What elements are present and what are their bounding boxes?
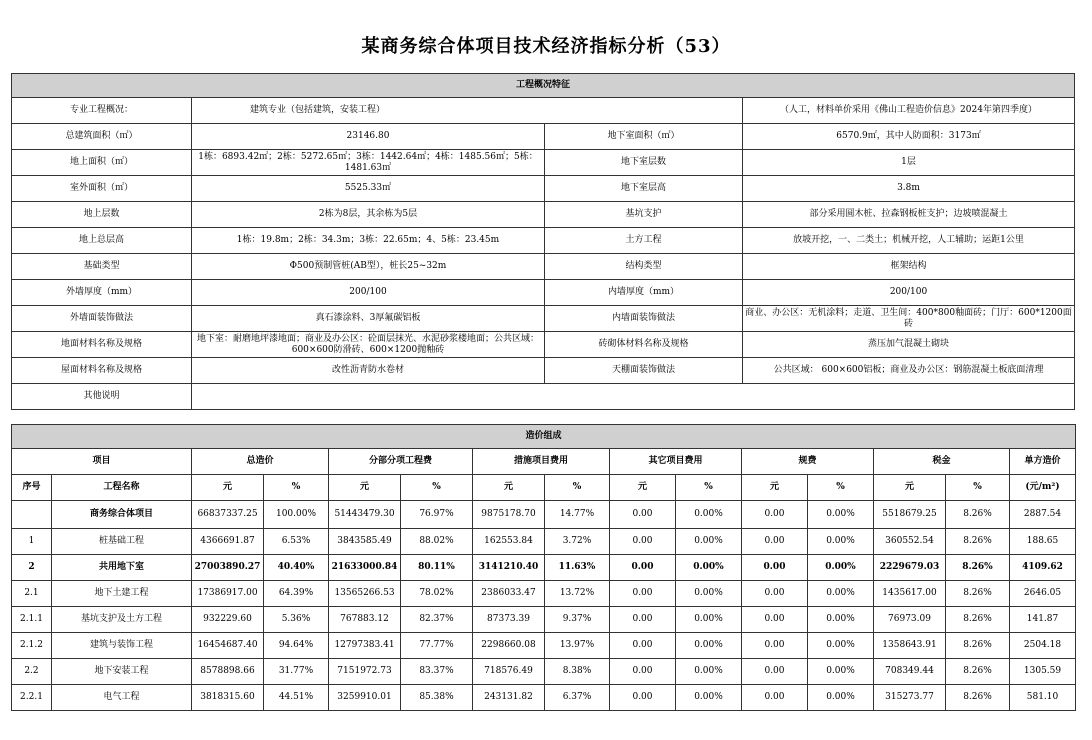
cell-sub-pct: 88.02% bbox=[401, 529, 473, 555]
overview-row bbox=[12, 280, 1075, 306]
cell-other-pct: 0.00% bbox=[676, 633, 742, 659]
overview-label: 天棚面装饰做法 bbox=[545, 358, 743, 384]
overview-label: 屋面材料名称及规格 bbox=[12, 358, 192, 384]
cell-measure: 162553.84 bbox=[473, 529, 545, 555]
cell-other: 0.00 bbox=[610, 633, 676, 659]
cell-sub-pct: 82.37% bbox=[401, 607, 473, 633]
cell-total: 66837337.25 bbox=[192, 501, 264, 529]
cell-tax-pct: 8.26% bbox=[946, 607, 1010, 633]
cell-total-pct: 64.39% bbox=[264, 581, 329, 607]
cell-total: 932229.60 bbox=[192, 607, 264, 633]
cell-sub-pct: 80.11% bbox=[401, 555, 473, 581]
overview-section-title: 工程概况特征 bbox=[12, 74, 1075, 98]
cell-sub-pct: 83.37% bbox=[401, 659, 473, 685]
header-pct: % bbox=[545, 475, 610, 501]
cell-unit: 2887.54 bbox=[1010, 501, 1076, 529]
overview-row bbox=[12, 254, 1075, 280]
cell-name: 基坑支护及土方工程 bbox=[52, 607, 192, 633]
cell-measure: 87373.39 bbox=[473, 607, 545, 633]
cell-sub-pct: 77.77% bbox=[401, 633, 473, 659]
cell-tax-pct: 8.26% bbox=[946, 633, 1010, 659]
cell-tax: 5518679.25 bbox=[874, 501, 946, 529]
cell-tax-pct: 8.26% bbox=[946, 555, 1010, 581]
cell-fee-pct: 0.00% bbox=[808, 659, 874, 685]
cell-name: 地下土建工程 bbox=[52, 581, 192, 607]
overview-label: 外墙面装饰做法 bbox=[12, 306, 192, 332]
cell-measure-pct: 13.72% bbox=[545, 581, 610, 607]
overview-label: 砖砌体材料名称及规格 bbox=[545, 332, 743, 358]
cell-measure: 2386033.47 bbox=[473, 581, 545, 607]
header-pct: % bbox=[264, 475, 329, 501]
cell-sub: 13565266.53 bbox=[329, 581, 401, 607]
cell-fee: 0.00 bbox=[742, 501, 808, 529]
cell-tax: 315273.77 bbox=[874, 685, 946, 711]
cell-total-pct: 94.64% bbox=[264, 633, 329, 659]
cell-tax-pct: 8.26% bbox=[946, 581, 1010, 607]
cell-fee-pct: 0.00% bbox=[808, 633, 874, 659]
cell-measure-pct: 13.97% bbox=[545, 633, 610, 659]
overview-value: 部分采用圆木桩、拉森钢板桩支护；边坡喷混凝土 bbox=[743, 202, 1075, 228]
cell-seq: 2.2 bbox=[12, 659, 52, 685]
header-unit-label: (元/m²) bbox=[1010, 475, 1076, 501]
cell-tax: 76973.09 bbox=[874, 607, 946, 633]
header-total: 总造价 bbox=[192, 449, 329, 475]
cell-other-pct: 0.00% bbox=[676, 555, 742, 581]
table-row bbox=[12, 555, 1076, 581]
overview-label: 地上面积（㎡） bbox=[12, 150, 192, 176]
cell-other: 0.00 bbox=[610, 529, 676, 555]
header-name: 工程名称 bbox=[52, 475, 192, 501]
overview-label: 土方工程 bbox=[545, 228, 743, 254]
header-yuan: 元 bbox=[329, 475, 401, 501]
overview-value: 商业、办公区：无机涂料；走道、卫生间：400*800釉面砖；门厅：600*1200面砖 bbox=[743, 306, 1075, 332]
cell-total: 17386917.00 bbox=[192, 581, 264, 607]
overview-value: 公共区域： 600×600铝板；商业及办公区：钢筋混凝土板底面清理 bbox=[743, 358, 1075, 384]
cell-seq: 1 bbox=[12, 529, 52, 555]
overview-row bbox=[12, 98, 1075, 124]
cell-sub-pct: 85.38% bbox=[401, 685, 473, 711]
cell-fee: 0.00 bbox=[742, 607, 808, 633]
overview-label: 外墙厚度（mm） bbox=[12, 280, 192, 306]
overview-value bbox=[192, 384, 1075, 410]
cell-tax: 1358643.91 bbox=[874, 633, 946, 659]
cell-total: 3818315.60 bbox=[192, 685, 264, 711]
overview-section-header bbox=[12, 74, 1075, 98]
cell-measure-pct: 6.37% bbox=[545, 685, 610, 711]
cell-sub-pct: 78.02% bbox=[401, 581, 473, 607]
header-yuan: 元 bbox=[610, 475, 676, 501]
cell-name: 桩基础工程 bbox=[52, 529, 192, 555]
cell-measure: 718576.49 bbox=[473, 659, 545, 685]
cell-fee-pct: 0.00% bbox=[808, 501, 874, 529]
cell-unit: 188.65 bbox=[1010, 529, 1076, 555]
header-yuan: 元 bbox=[192, 475, 264, 501]
cell-unit: 2504.18 bbox=[1010, 633, 1076, 659]
table-row bbox=[12, 581, 1076, 607]
cell-fee-pct: 0.00% bbox=[808, 555, 874, 581]
cell-name: 电气工程 bbox=[52, 685, 192, 711]
overview-label: 总建筑面积（㎡） bbox=[12, 124, 192, 150]
cell-other-pct: 0.00% bbox=[676, 529, 742, 555]
overview-value: 6570.9㎡，其中人防面积：3173㎡ bbox=[743, 124, 1075, 150]
header-pct: % bbox=[946, 475, 1010, 501]
cell-total-pct: 6.53% bbox=[264, 529, 329, 555]
header-measure: 措施项目费用 bbox=[473, 449, 610, 475]
cell-measure: 243131.82 bbox=[473, 685, 545, 711]
cell-other-pct: 0.00% bbox=[676, 501, 742, 529]
cell-total: 8578898.66 bbox=[192, 659, 264, 685]
overview-label: 内墙厚度（mm） bbox=[545, 280, 743, 306]
page-title: 某商务综合体项目技术经济指标分析（53） bbox=[361, 36, 731, 57]
cell-measure: 9875178.70 bbox=[473, 501, 545, 529]
cell-tax: 360552.54 bbox=[874, 529, 946, 555]
overview-value: 5525.33㎡ bbox=[192, 176, 545, 202]
cell-seq: 2.1.2 bbox=[12, 633, 52, 659]
overview-value: 放坡开挖，一、二类土；机械开挖，人工辅助；运距1公里 bbox=[743, 228, 1075, 254]
overview-row bbox=[12, 150, 1075, 176]
cell-seq: 2.2.1 bbox=[12, 685, 52, 711]
overview-note: （人工，材料单价采用《佛山工程造价信息》2024年第四季度） bbox=[743, 98, 1075, 124]
cell-tax: 708349.44 bbox=[874, 659, 946, 685]
cost-table bbox=[11, 424, 1076, 711]
overview-row bbox=[12, 124, 1075, 150]
overview-value: 真石漆涂料、3厚氟碳铝板 bbox=[192, 306, 545, 332]
overview-label: 地上总层高 bbox=[12, 228, 192, 254]
cell-total: 16454687.40 bbox=[192, 633, 264, 659]
overview-value: 改性沥青防水卷材 bbox=[192, 358, 545, 384]
cell-other: 0.00 bbox=[610, 685, 676, 711]
header-pct: % bbox=[808, 475, 874, 501]
cell-total-pct: 44.51% bbox=[264, 685, 329, 711]
cell-sub: 3843585.49 bbox=[329, 529, 401, 555]
cell-fee-pct: 0.00% bbox=[808, 581, 874, 607]
cost-section-title: 造价组成 bbox=[12, 425, 1076, 449]
cell-measure-pct: 8.38% bbox=[545, 659, 610, 685]
cell-total-pct: 5.36% bbox=[264, 607, 329, 633]
cell-name: 建筑与装饰工程 bbox=[52, 633, 192, 659]
header-fee: 规费 bbox=[742, 449, 874, 475]
cell-fee-pct: 0.00% bbox=[808, 685, 874, 711]
cell-measure: 2298660.08 bbox=[473, 633, 545, 659]
overview-label: 专业工程概况： bbox=[12, 98, 192, 124]
cell-measure-pct: 11.63% bbox=[545, 555, 610, 581]
overview-row bbox=[12, 176, 1075, 202]
header-seq: 序号 bbox=[12, 475, 52, 501]
cell-measure-pct: 9.37% bbox=[545, 607, 610, 633]
cell-sub: 3259910.01 bbox=[329, 685, 401, 711]
cell-name: 商务综合体项目 bbox=[52, 501, 192, 529]
cell-measure: 3141210.40 bbox=[473, 555, 545, 581]
overview-value: Φ500预制管桩(AB型），桩长25~32m bbox=[192, 254, 545, 280]
overview-value: 1栋：19.8m；2栋：34.3m；3栋：22.65m；4、5栋：23.45m bbox=[192, 228, 545, 254]
header-sub: 分部分项工程费 bbox=[329, 449, 473, 475]
header-pct: % bbox=[676, 475, 742, 501]
cell-measure-pct: 3.72% bbox=[545, 529, 610, 555]
cell-sub: 21633000.84 bbox=[329, 555, 401, 581]
overview-value: 1层 bbox=[743, 150, 1075, 176]
overview-label: 地下室层数 bbox=[545, 150, 743, 176]
cell-measure-pct: 14.77% bbox=[545, 501, 610, 529]
cell-total-pct: 40.40% bbox=[264, 555, 329, 581]
header-yuan: 元 bbox=[473, 475, 545, 501]
cell-sub: 767883.12 bbox=[329, 607, 401, 633]
cell-total: 4366691.87 bbox=[192, 529, 264, 555]
cell-sub-pct: 76.97% bbox=[401, 501, 473, 529]
cell-other: 0.00 bbox=[610, 659, 676, 685]
overview-label: 地面材料名称及规格 bbox=[12, 332, 192, 358]
table-row bbox=[12, 607, 1076, 633]
overview-label: 内墙面装饰做法 bbox=[545, 306, 743, 332]
cell-unit: 4109.62 bbox=[1010, 555, 1076, 581]
cell-unit: 1305.59 bbox=[1010, 659, 1076, 685]
cell-other: 0.00 bbox=[610, 501, 676, 529]
overview-label: 室外面积（㎡） bbox=[12, 176, 192, 202]
overview-label: 地下室面积（㎡） bbox=[545, 124, 743, 150]
overview-row bbox=[12, 384, 1075, 410]
cell-unit: 2646.05 bbox=[1010, 581, 1076, 607]
header-unit: 单方造价 bbox=[1010, 449, 1076, 475]
cell-fee: 0.00 bbox=[742, 555, 808, 581]
header-tax: 税金 bbox=[874, 449, 1010, 475]
table-row bbox=[12, 633, 1076, 659]
table-row bbox=[12, 659, 1076, 685]
table-row bbox=[12, 529, 1076, 555]
cell-fee-pct: 0.00% bbox=[808, 607, 874, 633]
overview-row bbox=[12, 358, 1075, 384]
table-row bbox=[12, 501, 1076, 529]
overview-value: 框架结构 bbox=[743, 254, 1075, 280]
overview-value: 200/100 bbox=[192, 280, 545, 306]
cell-total: 27003890.27 bbox=[192, 555, 264, 581]
cell-tax-pct: 8.26% bbox=[946, 529, 1010, 555]
cell-total-pct: 100.00% bbox=[264, 501, 329, 529]
cell-seq: 2.1.1 bbox=[12, 607, 52, 633]
cell-other: 0.00 bbox=[610, 607, 676, 633]
overview-label: 其他说明 bbox=[12, 384, 192, 410]
cell-fee-pct: 0.00% bbox=[808, 529, 874, 555]
overview-value: 蒸压加气混凝土砌块 bbox=[743, 332, 1075, 358]
cost-subheader-row bbox=[12, 475, 1076, 501]
overview-label: 基础类型 bbox=[12, 254, 192, 280]
overview-row bbox=[12, 202, 1075, 228]
overview-label: 地上层数 bbox=[12, 202, 192, 228]
cell-fee: 0.00 bbox=[742, 581, 808, 607]
cell-fee: 0.00 bbox=[742, 659, 808, 685]
cell-fee: 0.00 bbox=[742, 633, 808, 659]
cell-tax-pct: 8.26% bbox=[946, 685, 1010, 711]
header-pct: % bbox=[401, 475, 473, 501]
header-yuan: 元 bbox=[742, 475, 808, 501]
cost-body bbox=[12, 501, 1076, 711]
cell-fee: 0.00 bbox=[742, 529, 808, 555]
cell-fee: 0.00 bbox=[742, 685, 808, 711]
header-item: 项目 bbox=[12, 449, 192, 475]
cell-tax: 1435617.00 bbox=[874, 581, 946, 607]
cost-section-header bbox=[12, 425, 1076, 449]
cell-unit: 581.10 bbox=[1010, 685, 1076, 711]
cell-seq: 2.1 bbox=[12, 581, 52, 607]
cell-other-pct: 0.00% bbox=[676, 685, 742, 711]
cell-seq: 2 bbox=[12, 555, 52, 581]
cell-sub: 7151972.73 bbox=[329, 659, 401, 685]
overview-row bbox=[12, 306, 1075, 332]
overview-value: 1栋：6893.42㎡；2栋：5272.65㎡；3栋：1442.64㎡；4栋：1485.56㎡；5栋：1481.63㎡ bbox=[192, 150, 545, 176]
cell-other-pct: 0.00% bbox=[676, 581, 742, 607]
overview-table bbox=[11, 73, 1075, 410]
cell-other-pct: 0.00% bbox=[676, 659, 742, 685]
overview-value: 23146.80 bbox=[192, 124, 545, 150]
cell-other: 0.00 bbox=[610, 555, 676, 581]
cell-total-pct: 31.77% bbox=[264, 659, 329, 685]
overview-label: 基坑支护 bbox=[545, 202, 743, 228]
cell-other: 0.00 bbox=[610, 581, 676, 607]
overview-row bbox=[12, 228, 1075, 254]
header-other: 其它项目费用 bbox=[610, 449, 742, 475]
overview-value: 建筑专业（包括建筑，安装工程） bbox=[192, 98, 743, 124]
cell-sub: 51443479.30 bbox=[329, 501, 401, 529]
overview-label: 结构类型 bbox=[545, 254, 743, 280]
cell-name: 地下安装工程 bbox=[52, 659, 192, 685]
overview-label: 地下室层高 bbox=[545, 176, 743, 202]
cell-tax: 2229679.03 bbox=[874, 555, 946, 581]
cell-seq bbox=[12, 501, 52, 529]
cell-tax-pct: 8.26% bbox=[946, 501, 1010, 529]
cell-other-pct: 0.00% bbox=[676, 607, 742, 633]
overview-value: 2栋为8层，其余栋为5层 bbox=[192, 202, 545, 228]
overview-value: 3.8m bbox=[743, 176, 1075, 202]
cell-tax-pct: 8.26% bbox=[946, 659, 1010, 685]
overview-value: 地下室：耐磨地坪漆地面；商业及办公区：砼面层抹光、水泥砂浆楼地面；公共区域：600×600防滑砖、600×1200抛釉砖 bbox=[192, 332, 545, 358]
table-row bbox=[12, 685, 1076, 711]
overview-value: 200/100 bbox=[743, 280, 1075, 306]
cost-header-row bbox=[12, 449, 1076, 475]
cell-name: 共用地下室 bbox=[52, 555, 192, 581]
overview-row bbox=[12, 332, 1075, 358]
cell-sub: 12797383.41 bbox=[329, 633, 401, 659]
header-yuan: 元 bbox=[874, 475, 946, 501]
cell-unit: 141.87 bbox=[1010, 607, 1076, 633]
